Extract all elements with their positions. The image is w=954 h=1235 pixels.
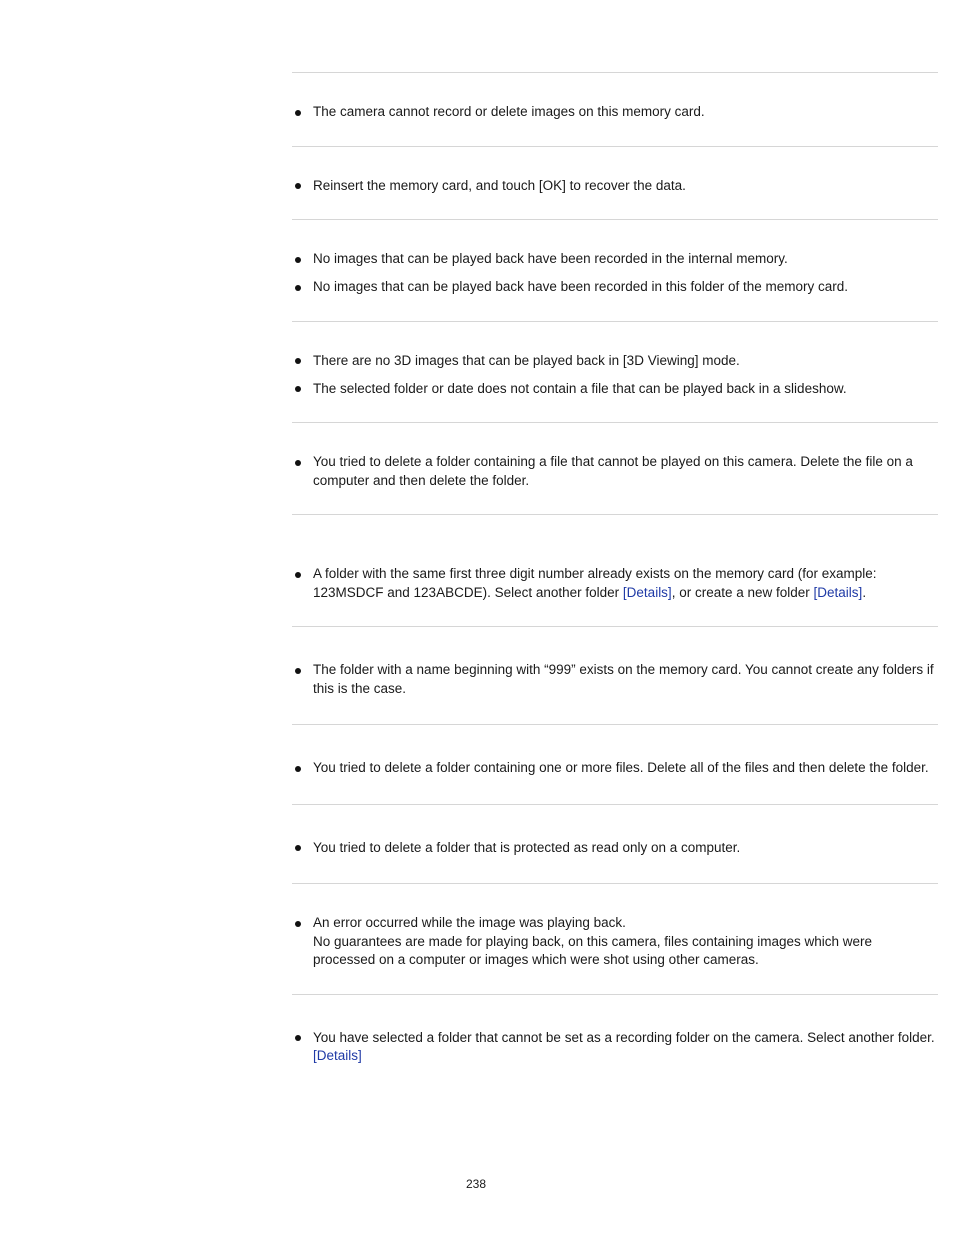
list-item [292,914,938,970]
section-8 [292,724,938,804]
item-text: A folder with the same first three digit number already exists on the memory card (for example: 123MSDCF and 123ABCDE). Select another folder [313,566,877,600]
item-text: Reinsert the memory card, and touch [OK] to recover the data. [313,177,686,193]
bullet-list [292,177,938,196]
item-text: The selected folder or date does not contain a file that can be played back in a slideshow. [313,380,847,396]
item-text: No images that can be played back have been recorded in the internal memory. [313,251,788,266]
details-link[interactable]: [Details] [622,584,672,600]
section-11 [292,994,938,1092]
bullet-list [292,103,938,122]
item-text: You tried to delete a folder that is protected as read only on a computer. [313,839,741,855]
bullet-list [292,250,938,297]
bullet-icon [295,460,301,466]
list-item [292,103,938,122]
list-item [292,661,938,698]
bullet-list [292,453,938,490]
item-text: No guarantees are made for playing back, on this camera, files containing images which were processed on a computer or images which were shot using other cameras. [313,933,873,967]
bullet-icon [295,386,301,392]
section-6 [292,514,938,626]
item-text: The folder with a name beginning with “999” exists on the memory card. You cannot create any folders if this is the case. [313,662,934,696]
section-4 [292,321,938,423]
item-text: You have selected a folder that cannot be set as a recording folder on the camera. Select another folder. [313,1029,935,1045]
section-2 [292,146,938,220]
item-text: You tried to delete a folder containing a file that cannot be played on this camera. Delete the file on a computer and then delete the folder. [313,454,913,488]
bullet-icon [295,572,301,578]
list-item [292,380,938,399]
section-5 [292,422,938,514]
list-item [292,1029,938,1066]
section-10 [292,883,938,994]
item-text: . [862,584,867,600]
list-item [292,278,938,297]
bullet-list [292,839,938,858]
list-item [292,177,938,196]
item-text: An error occurred while the image was playing back. [313,915,626,930]
list-item [292,352,938,371]
item-text: The camera cannot record or delete images on this memory card. [313,104,705,119]
details-link[interactable]: [Details] [313,1048,362,1063]
page-number: 238 [466,1177,487,1191]
bullet-icon [295,845,301,851]
list-item [292,565,938,602]
bullet-icon [295,110,301,116]
bullet-list [292,1029,938,1066]
bullet-list [292,352,938,399]
section-1 [292,72,938,146]
bullet-list [292,661,938,698]
list-item [292,839,938,858]
section-7 [292,626,938,724]
bullet-icon [295,183,301,189]
bullet-icon [295,285,301,291]
item-text: , or create a new folder [671,584,814,600]
list-item [292,453,938,490]
list-item [292,759,938,778]
bullet-icon [295,1035,301,1041]
bullet-icon [295,668,301,674]
item-text: You tried to delete a folder containing one or more files. Delete all of the files and then delete the folder. [313,760,929,775]
document-content [292,72,938,1092]
bullet-icon [295,358,301,364]
section-3 [292,219,938,321]
bullet-list [292,914,938,970]
bullet-list [292,759,938,778]
bullet-icon [295,921,301,927]
details-link[interactable]: [Details] [813,584,863,600]
item-text: No images that can be played back have been recorded in this folder of the memory card. [313,279,849,294]
bullet-icon [295,766,301,772]
item-text: There are no 3D images that can be played back in [3D Viewing] mode. [313,352,740,368]
bullet-icon [295,257,301,263]
list-item [292,250,938,269]
bullet-list [292,565,938,602]
section-9 [292,804,938,884]
